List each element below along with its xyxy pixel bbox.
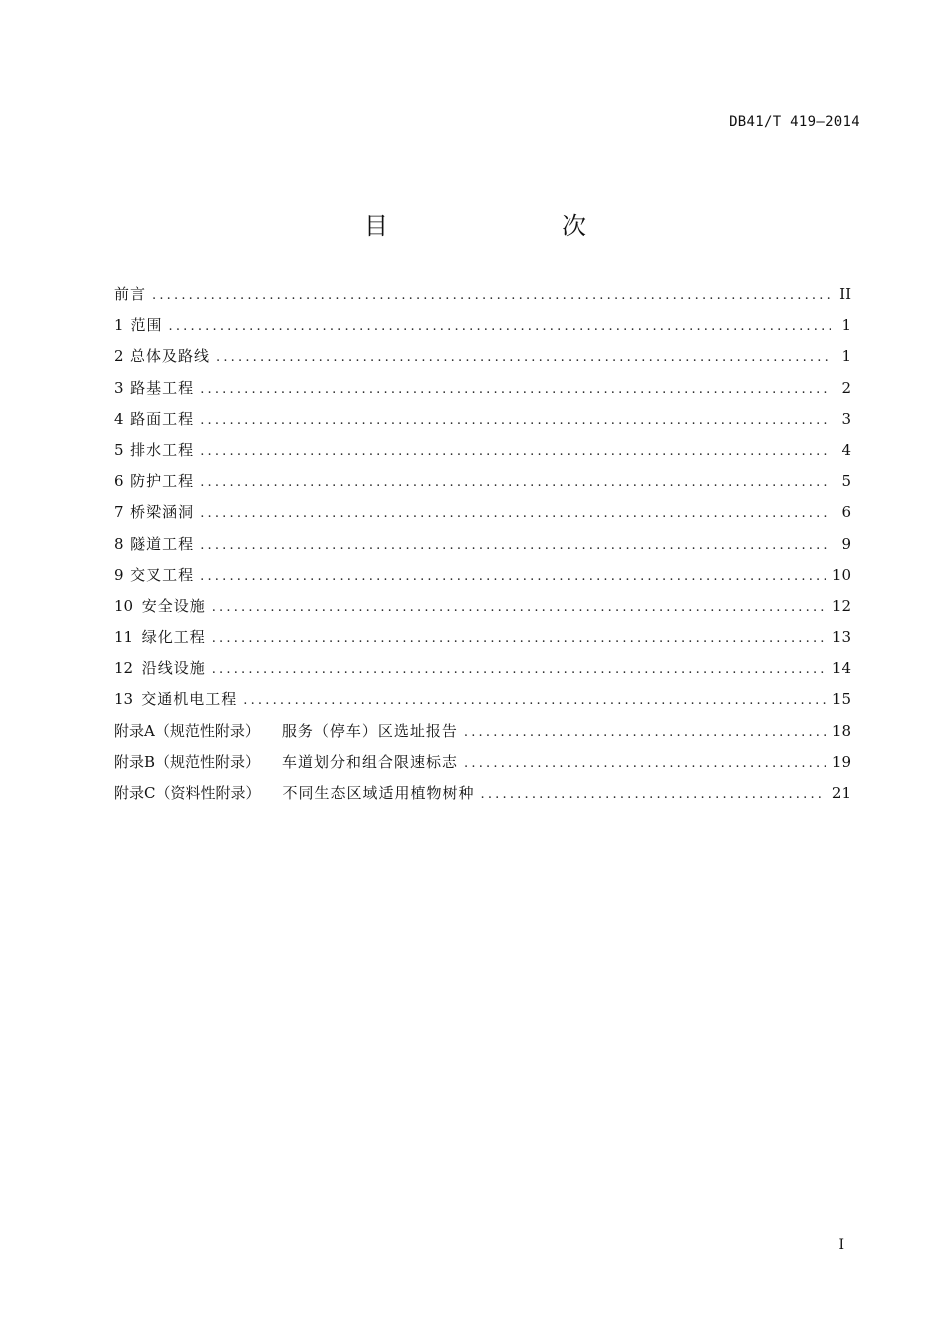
toc-entry-page: 9: [841, 534, 851, 553]
toc-entry[interactable]: [114, 501, 851, 532]
toc-dot-leader: [169, 319, 831, 334]
toc-dot-leader: [200, 413, 831, 428]
toc-entry-label: 桥梁涵洞: [130, 503, 195, 522]
toc-entry-page: 3: [841, 409, 851, 428]
toc-entry[interactable]: [114, 439, 851, 470]
toc-entry-page: 2: [841, 378, 851, 397]
toc-entry-label: 沿线设施: [141, 659, 206, 678]
toc-entry-page: 13: [831, 628, 851, 647]
toc-entry-page: 15: [831, 690, 851, 709]
toc-entry-label: 总体及路线: [130, 347, 211, 366]
toc-entry-number: 2: [114, 347, 124, 366]
toc-entry-label: 不同生态区域适用植物树种: [282, 784, 475, 802]
toc-entry[interactable]: [114, 377, 851, 408]
toc-entry-number: 7: [114, 503, 124, 522]
toc-dot-leader: [200, 382, 831, 397]
page-number: I: [838, 1237, 844, 1253]
toc-dot-leader: [200, 475, 831, 490]
toc-entry-number: 3: [114, 378, 124, 397]
toc-entry-page: 4: [841, 440, 851, 459]
toc-dot-leader: [200, 538, 831, 553]
toc-entry-label: 防护工程: [130, 472, 195, 491]
toc-entry[interactable]: [114, 626, 851, 657]
toc-entry[interactable]: [114, 720, 851, 751]
toc-dot-leader: [464, 725, 826, 740]
toc-entry-page: 21: [831, 784, 851, 802]
toc-entry[interactable]: [114, 345, 851, 376]
toc-entry[interactable]: [114, 657, 851, 688]
toc-dot-leader: [243, 693, 826, 708]
toc-dot-leader: [152, 288, 831, 303]
toc-entry-number: 6: [114, 472, 124, 491]
toc-entry-label: 安全设施: [141, 596, 206, 615]
toc-entry-number: 11: [114, 628, 134, 647]
toc-entry-number: 10: [114, 596, 134, 615]
toc-entry-page: 1: [841, 347, 851, 366]
toc-entry-label: 绿化工程: [141, 628, 206, 647]
toc-dot-leader: [200, 569, 826, 584]
toc-entry-label: 交叉工程: [130, 565, 195, 584]
toc-entry[interactable]: [114, 470, 851, 501]
toc-entry-page: II: [839, 285, 851, 303]
toc-entry-number: 附录A（规范性附录）: [114, 721, 260, 740]
toc-entry-label: 范围: [130, 316, 163, 335]
toc-entry-number: 8: [114, 534, 124, 553]
toc-entry[interactable]: [114, 283, 851, 314]
toc-entry[interactable]: [114, 564, 851, 595]
toc-entry-label: 路面工程: [130, 409, 195, 428]
toc-entry[interactable]: [114, 533, 851, 564]
toc-entry-label: 车道划分和组合限速标志: [282, 752, 459, 771]
toc-entry-number: 附录C（资料性附录）: [114, 784, 261, 802]
toc-entry-page: 1: [841, 316, 851, 335]
toc-entry-label: 隧道工程: [130, 534, 195, 553]
toc-entry[interactable]: [114, 314, 851, 345]
toc-entry-page: 6: [841, 503, 851, 522]
toc-entry-number: 附录B（规范性附录）: [114, 752, 261, 771]
toc-entry[interactable]: [114, 782, 851, 813]
toc-entry[interactable]: [114, 688, 851, 719]
toc-entry-page: 18: [831, 721, 851, 740]
toc-entry[interactable]: [114, 751, 851, 782]
toc-dot-leader: [464, 756, 826, 771]
toc-entry-number: 13: [114, 690, 134, 709]
toc-entry-number: 4: [114, 409, 124, 428]
toc-entry-label: 排水工程: [130, 440, 195, 459]
toc-dot-leader: [216, 350, 831, 365]
toc-dot-leader: [212, 662, 826, 677]
toc-entry-number: 12: [114, 659, 134, 678]
toc-dot-leader: [481, 787, 826, 802]
toc-entry[interactable]: [114, 595, 851, 626]
toc-entry-page: 5: [841, 472, 851, 491]
page-title: 目 次: [364, 212, 628, 240]
toc-entry-label: 前言: [114, 285, 147, 303]
toc-entry-page: 14: [831, 659, 851, 678]
toc-entry-number: 1: [114, 316, 124, 335]
toc-entry-number: 9: [114, 565, 124, 584]
toc-dot-leader: [200, 506, 831, 521]
toc-entry-label: 服务（停车）区选址报告: [281, 721, 458, 740]
doc-code: DB41/T 419—2014: [729, 114, 860, 130]
toc-entry-page: 12: [831, 596, 851, 615]
toc-entry-page: 10: [831, 565, 851, 584]
toc-entry-label: 交通机电工程: [141, 690, 238, 709]
toc-entry-page: 19: [831, 752, 851, 771]
toc-entry[interactable]: [114, 408, 851, 439]
toc-entry-number: 5: [114, 440, 124, 459]
toc-dot-leader: [212, 631, 826, 646]
table-of-contents: [114, 283, 851, 813]
toc-dot-leader: [212, 600, 826, 615]
toc-dot-leader: [200, 444, 831, 459]
toc-entry-label: 路基工程: [130, 378, 195, 397]
